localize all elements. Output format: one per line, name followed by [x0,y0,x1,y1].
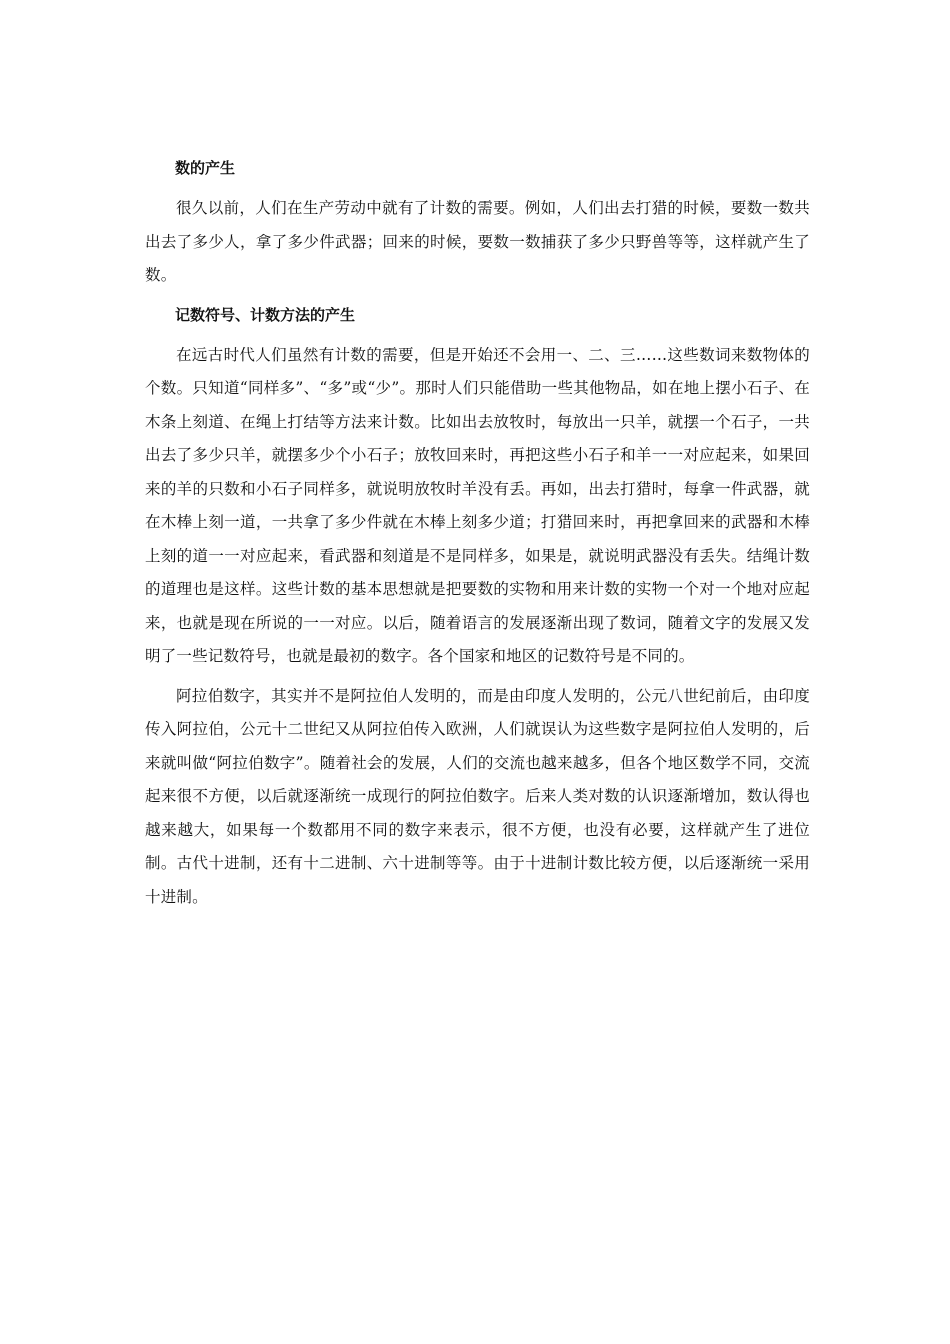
paragraph-counting-methods: 在远古时代人们虽然有计数的需要，但是开始还不会用一、二、三……这些数词来数物体的个数。只知道“同样多”、“多”或“少”。那时人们只能借助一些其他物品，如在地上摆小石子、在木条上刻道、在绳上打结等方法来计数。比如出去放牧时，每放出一只羊，就摆一个石子，一共出去了多少只羊，就摆多少个小石子；放牧回来时，再把这些小石子和羊一一对应起来，如果回来的羊的只数和小石子同样多，就说明放牧时羊没有丢。再如，出去打猎时，每拿一件武器，就在木棒上刻一道，一共拿了多少件就在木棒上刻多少道；打猎回来时，再把拿回来的武器和木棒上刻的道一一对应起来，看武器和刻道是不是同样多，如果是，就说明武器没有丢失。结绳计数的道理也是这样。这些计数的基本思想就是把要数的实物和用来计数的实物一个对一个地对应起来，也就是现在所说的一一对应。以后，随着语言的发展逐渐出现了数词，随着文字的发展又发明了一些记数符号，也就是最初的数字。各个国家和地区的记数符号是不同的。 [145,345,810,665]
document-body [145,158,810,920]
section-heading-counting-symbols: 记数符号、计数方法的产生 [175,305,356,324]
paragraph-arabic-numerals: 阿拉伯数字，其实并不是阿拉伯人发明的，而是由印度人发明的，公元八世纪前后，由印度传入阿拉伯，公元十二世纪又从阿拉伯传入欧洲，人们就误认为这些数字是阿拉伯人发明的，后来就叫做“阿拉伯数字”。随着社会的发展，人们的交流也越来越多，但各个地区数学不同，交流起来很不方便，以后就逐渐统一成现行的阿拉伯数字。后来人类对数的认识逐渐增加，数认得也越来越大，如果每一个数都用不同的数字来表示，很不方便，也没有必要，这样就产生了进位制。古代十进制，还有十二进制、六十进制等等。由于十进制计数比较方便，以后逐渐统一采用十进制。 [145,686,810,906]
paragraph-origin-of-numbers: 很久以前，人们在生产劳动中就有了计数的需要。例如，人们出去打猎的时候，要数一数共出去了多少人，拿了多少件武器；回来的时候，要数一数捕获了多少只野兽等等，这样就产生了数。 [145,199,810,284]
section-heading-origin-of-numbers: 数的产生 [175,159,236,177]
